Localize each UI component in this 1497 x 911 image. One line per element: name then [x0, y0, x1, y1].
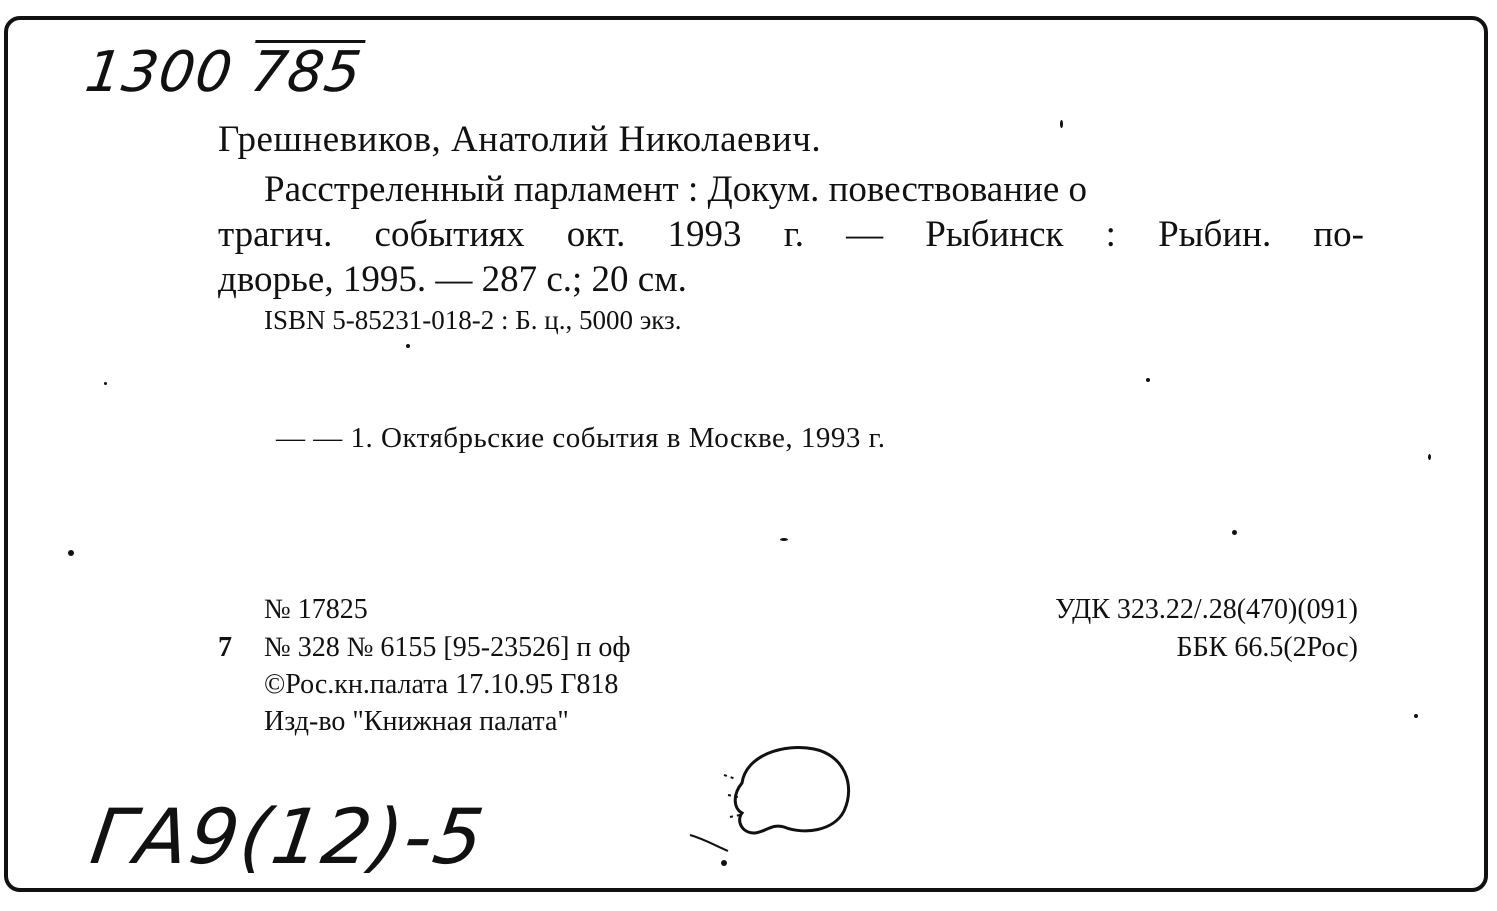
scan-speck: [1060, 120, 1063, 128]
scan-speck: [104, 382, 107, 385]
handwritten-inventory-number: [81, 40, 365, 105]
scan-speck: [780, 538, 788, 541]
scan-speck: [1146, 378, 1150, 382]
bbk-code: ББК 66.5(2Рос): [1176, 632, 1358, 663]
title-line-3: дворье, 1995. — 287 с.; 20 см.: [218, 259, 687, 300]
author-heading: Грешневиков, Анатолий Николаевич.: [218, 119, 822, 160]
scan-speck: [1428, 454, 1431, 460]
marker-digit: 7: [218, 632, 232, 663]
title-line-1: Расстреленный парламент : Докум. повествование о: [264, 169, 1087, 210]
publisher-line: Изд-во "Книжная палата": [264, 706, 569, 737]
scan-speck: [1414, 714, 1418, 718]
registry-line: № 328 № 6155 [95-23526] п оф: [264, 632, 631, 663]
udc-code: УДК 323.22/.28(470)(091): [1055, 594, 1358, 625]
handwritten-number-suffix: 785: [246, 40, 366, 105]
scan-speck: [68, 550, 74, 556]
subject-heading: — — 1. Октябрьские события в Москве, 1993 г.: [276, 422, 886, 454]
copyright-line: ©Рос.кн.палата 17.10.95 Г818: [264, 669, 619, 700]
stamp-outline-icon: [684, 725, 864, 885]
card-number: № 17825: [264, 594, 368, 625]
catalog-card: [4, 16, 1488, 892]
isbn-line: ISBN 5-85231-018-2 : Б. ц., 5000 экз.: [264, 305, 682, 335]
title-line-2: трагич. событиях окт. 1993 г. — Рыбинск : Рыбин. по-: [218, 214, 1364, 255]
handwritten-shelf-code: ГА9(12)-5: [85, 792, 491, 881]
scan-speck: [1232, 530, 1237, 535]
handwritten-number-main: 1300: [81, 40, 238, 105]
scan-speck: [406, 344, 410, 348]
